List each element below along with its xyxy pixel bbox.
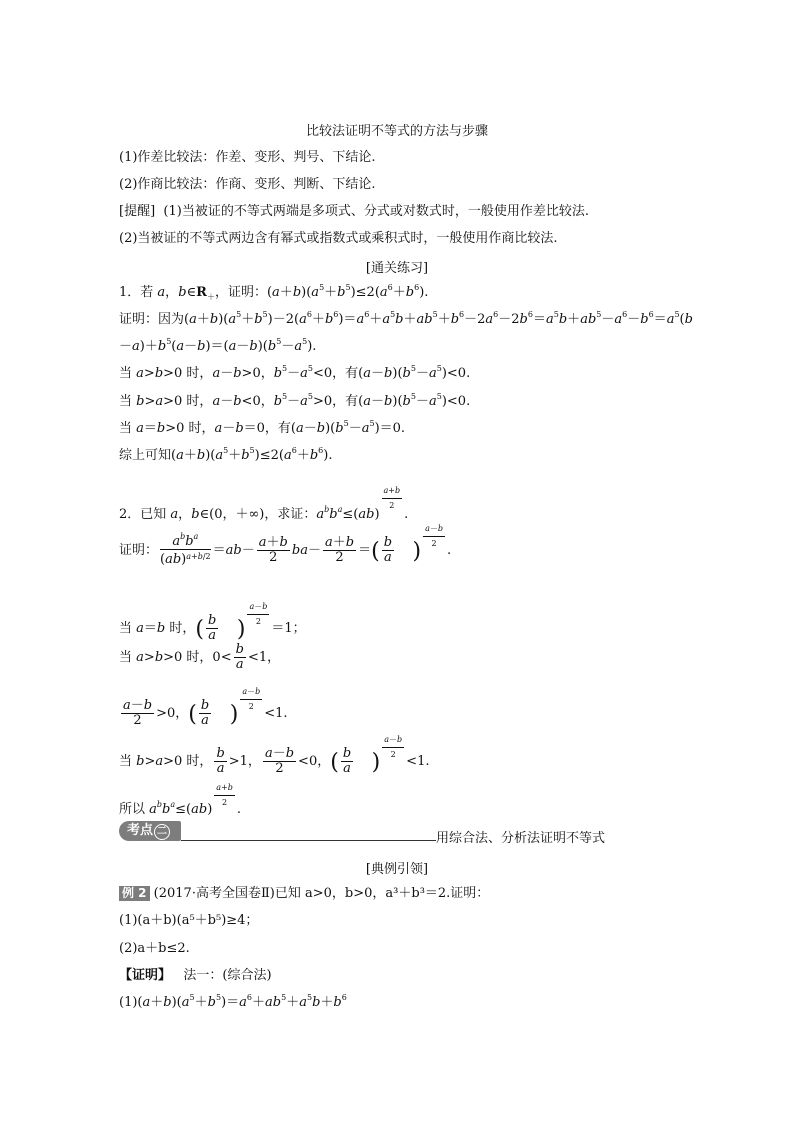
section-2-title: 用综合法、分析法证明不等式 (436, 831, 606, 846)
problem-1: 1．若 a，$b\in R_+$，证明：$(a+b)(a^5+b^5)\le 2(a^6+b^6)$. (119, 283, 429, 302)
example-source: (2017·高考全国卷Ⅱ) (153, 886, 275, 901)
badge-number: 二 (154, 824, 170, 840)
proof-2-case-3: 当 b>a>0 时， $\frac{b}{a}$ >1， $\frac{a-b}{2}$ <0，( $\frac{b}{a}$ ) $\frac{a-b}{2}$ <1. (119, 735, 430, 776)
proof-1-case-3: 当 a＝b>0 时，a－b＝0，有$(a-b)(b^5-a^5)=0$. (119, 419, 406, 436)
proof-1-conclusion: 综上可知$(a+b)(a^5+b^5)\le 2(a^6+b^6)$. (119, 446, 333, 463)
proof-1-case-2: 当 b>a>0 时，a－b<0，$b^5-a^5>0$，有$(a-b)(b^5-a^5)<0$. (119, 392, 471, 409)
section-title: 比较法证明不等式的方法与步骤 (305, 124, 488, 139)
tip-text-1: (1)当被证的不等式两端是多项式、分式或对数式时，一般使用作差比较法. (163, 204, 589, 219)
example-2 (119, 885, 489, 903)
badge-text: 考点 (127, 823, 154, 838)
tip-line-1 (119, 203, 589, 221)
example-q2: (2)a＋b≤2. (119, 941, 190, 956)
example-label: 例 2 (119, 886, 150, 901)
rule-2: (2)作商比较法：作商、变形、判断、下结论. (119, 177, 376, 192)
proof-expansion: $(1)(a+b)(a^5+b^5)=a^6+ab^5+a^5b+b^6$ (119, 993, 347, 1010)
proof-label: 【证明】 (119, 968, 172, 983)
proof-2-case-2b: $\frac{a-b}{2}$ >0，( $\frac{b}{a}$ ) $\frac{a-b}{2}$ <1. (123, 687, 288, 728)
section-badge (119, 821, 181, 841)
proof-2-case-2: 当 a>b>0 时，0< $\frac{b}{a}$ <1， (119, 642, 281, 672)
proof-1-line-1: 证明：因为$(a+b)(a^5+b^5)-2(a^6+b^6)=a^6+a^5b+ab^5+b^6-2a^6-2b^6=a^5b+ab^5-a^6-b^6=a^5(b$ (119, 310, 693, 327)
proof-2-conclusion: 所以 $a^bb^a\le(ab)$ $\frac{a+b}{2}$ . (119, 783, 242, 817)
section-rule (181, 840, 436, 841)
rule-1: (1)作差比较法：作差、变形、判号、下结论. (119, 150, 376, 165)
example-stem: 已知 a>0，b>0，a³＋b³＝2.证明： (274, 886, 490, 901)
proof-header (119, 967, 272, 985)
proof-method: 法一：(综合法) (183, 968, 272, 983)
proof-1-line-2: $-a)+b^5(a-b)=(a-b)(b^5-a^5)$. (119, 337, 317, 354)
tip-line-2: (2)当被证的不等式两边含有幂式或指数式或乘积式时，一般使用作商比较法. (119, 231, 558, 246)
proof-2-case-1: 当 a＝b 时，( $\frac{b}{a}$ ) $\frac{a-b}{2}$ ＝1； (119, 602, 306, 643)
problem-2: 2．已知 a，b∈(0，＋∞)，求证：$a^bb^a\le(ab)$ $\frac{a+b}{2}$ . (119, 486, 409, 522)
practice-heading: [通关练习] (365, 261, 429, 276)
proof-1-case-1: 当 a>b>0 时，a－b>0，$b^5-a^5<0$，有$(a-b)(b^5-a^5)<0$. (119, 364, 471, 381)
example-q1: (1)(a＋b)(a⁵＋b⁵)≥4； (119, 913, 259, 928)
example-heading: [典例引领] (365, 862, 429, 877)
tip-label: [提醒] (119, 204, 156, 219)
proof-2-line-1: 证明： $\frac{a^bb^a}{(ab)^{a+b/2}}$ ＝ab－ $\frac{a+b}{2}$ ba－ $\frac{a+b}{2}$ ＝( $\frac{b}{a}$ ) $\frac{a-b}{2}$ . (119, 524, 452, 567)
